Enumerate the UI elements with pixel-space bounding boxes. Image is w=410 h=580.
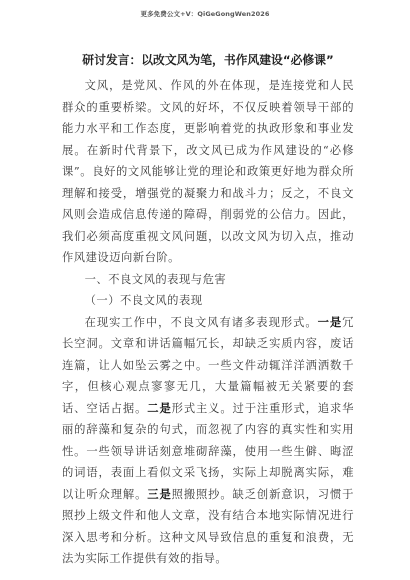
- point-2-label: 二是: [147, 401, 172, 415]
- point-2-text: 形式主义。过于注重形式，追求华丽的辞藻和复杂的句式，而忽视了内容的真实性和实用性。一些领导讲话刻意堆砌辞藻，使用一些生僻、晦涩的词语，表面上看似文采飞扬，实际上却脱离实际，难以让听众理解。: [62, 401, 354, 501]
- page-title: 研讨发言：以改文风为笔，书作风建设“必修课”: [82, 53, 334, 67]
- header-note: 更多免费公文+V：QiGeGongWen2026: [140, 10, 270, 18]
- subsection-heading: （一）不良文风的表现: [84, 294, 203, 307]
- point-3-text: 照搬照抄。缺乏创新意识，习惯于照抄上级文件和他人文章，没有结合本地实际情况进行深入思考和分析。这种文风导致信息的重复和浪费，无法为实际工作提供有效的指导。: [62, 487, 354, 565]
- body-paragraph: [62, 312, 354, 570]
- document-body: [62, 52, 354, 570]
- intro-paragraph: 文风，是党风、作风的外在体现，是连接党和人民群众的重要桥梁。文风的好坏，不仅反映着领导干部的能力水平和工作态度，更影响着党的执政形象和事业发展。在新时代背景下，改文风已成为作风建设的“必修课”。良好的文风能够让党的理论和政策更好地为群众所理解和接受，增强党的凝聚力和战斗力；反之，不良文风则会造成信息传递的障碍，削弱党的公信力。因此，我们必须高度重视文风问题，以改文风为切入点，推动作风建设迈向新台阶。: [62, 79, 354, 264]
- body-lead: 在现实工作中，不良文风有诸多表现形式。: [84, 315, 318, 329]
- point-1-label: 一是: [317, 315, 343, 329]
- point-1-text: 冗长空洞。文章和讲话篇幅冗长，却缺乏实质内容，废话连篇，让人如坠云雾之中。一些文件动辄洋洋洒洒数千字，但核心观点寥寥无几，大量篇幅被无关紧要的套话、空话占据。: [62, 315, 354, 415]
- point-3-label: 三是: [147, 487, 172, 501]
- section-heading: 一、不良文风的表现与危害: [84, 272, 227, 286]
